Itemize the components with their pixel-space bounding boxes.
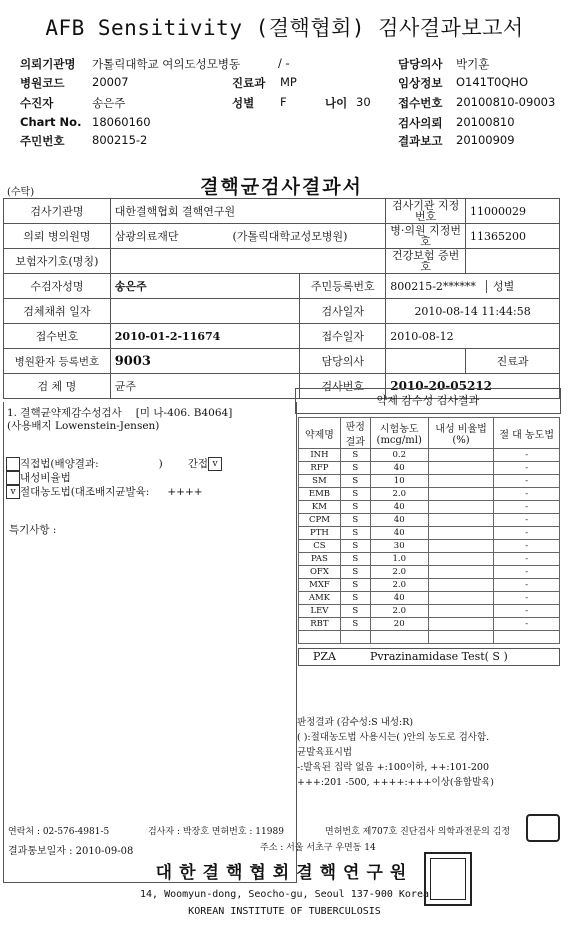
report-title: AFB Sensitivity (결핵협회) 검사결과보고서 <box>45 16 524 40</box>
department-value: MP <box>280 75 297 89</box>
drug-cell: - <box>494 501 560 514</box>
drug-cell: 20 <box>370 618 428 631</box>
drug-cell: CPM <box>299 514 341 527</box>
drug-row <box>299 566 560 579</box>
indirect-method: 간접 <box>187 458 209 470</box>
drug-cell: S <box>340 527 370 540</box>
legend-block <box>297 715 494 790</box>
drug-cell: S <box>340 501 370 514</box>
drug-cell <box>428 501 494 514</box>
seal-inner <box>430 858 466 900</box>
drug-cell: 30 <box>370 540 428 553</box>
absolute-growth: ++++ <box>167 486 203 498</box>
chart-no-label: Chart No. <box>20 115 82 129</box>
drug-cell: MXF <box>299 579 341 592</box>
drug-row <box>299 501 560 514</box>
approval-stamp <box>526 814 560 842</box>
drug-cell <box>428 449 494 462</box>
drug-cell: 2.0 <box>370 579 428 592</box>
drug-cell: S <box>340 579 370 592</box>
method-title-line <box>7 407 232 420</box>
direct-checkbox[interactable] <box>6 457 20 471</box>
drug-cell: - <box>494 592 560 605</box>
drug-cell <box>428 579 494 592</box>
drug-row <box>299 527 560 540</box>
drug-row <box>299 605 560 618</box>
resident-no-value: 800215-2 <box>92 133 148 147</box>
drug-cell: KM <box>299 501 341 514</box>
method-code: [미 나-406. B4064] <box>135 407 233 419</box>
age-label: 나이 <box>325 96 348 110</box>
drug-cell <box>340 631 370 644</box>
drug-cell: 40 <box>370 462 428 475</box>
drug-cell <box>428 566 494 579</box>
direct-close: ) <box>158 458 163 470</box>
drug-cell: S <box>340 605 370 618</box>
resistance-method: 내성비율법 <box>20 472 71 484</box>
drug-cell <box>428 592 494 605</box>
health-card-value <box>466 249 560 274</box>
rrn-cell <box>386 274 560 299</box>
drug-cell <box>428 475 494 488</box>
drug-cell: - <box>494 618 560 631</box>
clinical-info-value: O141T0QHO <box>456 75 529 89</box>
drug-cell: S <box>340 553 370 566</box>
test-no-value: 2010-20-05212 <box>386 374 560 399</box>
test-request-label: 검사의뢰 <box>398 116 443 130</box>
drug-cell: - <box>494 462 560 475</box>
receipt-label: 접수번호 <box>4 324 111 349</box>
test-date-label: 검사일자 <box>300 299 386 324</box>
drug-cell: 40 <box>370 527 428 540</box>
drug-cell: AMK <box>299 592 341 605</box>
drug-cell: 10 <box>370 475 428 488</box>
resistance-method-line <box>6 471 222 485</box>
drug-cell: EMB <box>299 488 341 501</box>
rrn-sex-label: 성별 <box>486 280 514 293</box>
receipt-no-value: 20100810-09003 <box>456 95 556 109</box>
resident-no-label: 주민번호 <box>20 134 65 148</box>
contact-text: 연락처 : 02-576-4981-5 <box>8 827 110 837</box>
drug-header-resistance: 내성 비율법(%) <box>428 418 494 449</box>
requesting-hosp-cell <box>110 224 385 249</box>
method-block <box>7 407 232 433</box>
direct-method-line <box>6 457 222 471</box>
doctor-label: 담당의사 <box>398 57 443 71</box>
drug-row <box>299 618 560 631</box>
requesting-hosp-extra: (가톨릭대학교성모병원) <box>232 230 348 243</box>
age-value: 30 <box>356 95 371 109</box>
drug-cell: RBT <box>299 618 341 631</box>
remarks-label: 특기사항 : <box>9 524 57 536</box>
rrn-label: 주민등록번호 <box>300 274 386 299</box>
sex-label: 성별 <box>232 96 255 110</box>
drug-row <box>299 592 560 605</box>
drug-table-header <box>299 418 560 449</box>
collect-date-label: 검체채취 일자 <box>4 299 111 324</box>
result-report-value: 20100909 <box>456 133 515 147</box>
method-title: 1. 결핵균약제감수성검사 <box>7 407 122 419</box>
legend-line-4: -:발육된 집락 없음 +:100이하, ++:101-200 <box>297 762 489 773</box>
drug-cell: S <box>340 540 370 553</box>
drug-cell <box>428 540 494 553</box>
receipt-value: 2010-01-2-11674 <box>110 324 300 349</box>
pza-value: Pvrazinamidase Test( S ) <box>370 650 508 663</box>
tester-text: 검사자 : 박장호 면허번호 : 11989 <box>148 827 284 837</box>
test-request-value: 20100810 <box>456 115 515 129</box>
inspector-value: 대한결핵협회 결핵연구원 <box>110 199 385 224</box>
hosp-reg-value: 9003 <box>110 349 300 374</box>
info-table <box>3 198 560 399</box>
rrn-value: 800215-2****** <box>390 280 476 293</box>
address-kr: 주소 : 서울 서초구 우면동 14 <box>260 843 376 853</box>
specimen-value: 균주 <box>110 374 300 399</box>
department-label: 진료과 <box>232 76 266 90</box>
legend-line-5: +++:201 -500, ++++:+++이상(융합발육) <box>297 777 495 788</box>
drug-cell: - <box>494 605 560 618</box>
inspector-label: 검사기관명 <box>4 199 111 224</box>
drug-cell: SM <box>299 475 341 488</box>
hospital-code-value: 20007 <box>92 75 129 89</box>
drug-cell: 40 <box>370 592 428 605</box>
insured-label: 보험자기호(명칭) <box>4 249 111 274</box>
test-no-label: 검사번호 <box>300 374 386 399</box>
doctor-sheet-label: 담당의사 <box>300 349 386 374</box>
designation-label: 검사기관 지정번호 <box>386 199 466 224</box>
official-seal <box>424 852 472 906</box>
drug-cell: S <box>340 514 370 527</box>
doctor-value: 박기훈 <box>456 57 490 71</box>
requesting-institution-label: 의뢰기관명 <box>20 57 76 71</box>
patient-name-value: 송은주 <box>110 274 300 299</box>
drug-cell <box>428 605 494 618</box>
legend-line-1: 판정결과 (감수성:S 내성:R) <box>297 717 414 728</box>
drug-cell: 40 <box>370 514 428 527</box>
result-report-label: 결과보고 <box>398 134 443 148</box>
drug-cell: - <box>494 579 560 592</box>
hosp-designation-value: 11365200 <box>466 224 560 249</box>
absolute-checkbox[interactable]: v <box>6 485 20 499</box>
requesting-hosp-value: 삼광의료재단 <box>114 230 179 243</box>
sheet-title: 결핵균검사결과서 <box>200 176 363 198</box>
drug-cell: - <box>494 566 560 579</box>
drug-cell: INH <box>299 449 341 462</box>
pza-row <box>298 648 560 666</box>
indirect-checkbox[interactable]: v <box>208 457 222 471</box>
patient-name-label: 수검자성명 <box>4 274 111 299</box>
patient-label: 수진자 <box>20 96 54 110</box>
drug-header-absolute: 절 대 농도법 <box>494 418 560 449</box>
slash-value: / - <box>278 56 290 70</box>
hosp-reg-label: 병원환자 등록번호 <box>4 349 111 374</box>
drug-cell <box>428 488 494 501</box>
drug-cell: S <box>340 488 370 501</box>
result-sheet <box>3 170 563 820</box>
drug-cell: CS <box>299 540 341 553</box>
address-en: 14, Woomyun-dong, Seocho-gu, Seoul 137-900 Korea <box>140 889 429 900</box>
drug-row <box>299 553 560 566</box>
org-name-en: KOREAN INSTITUTE OF TUBERCULOSIS <box>188 906 381 917</box>
pza-label: PZA <box>313 650 336 663</box>
drug-cell: - <box>494 527 560 540</box>
drug-row <box>299 514 560 527</box>
method-options <box>6 457 222 499</box>
doctor-sheet-value <box>386 349 466 374</box>
license-text: 면허번호 제707호 진단검사 의학과전문의 김정 <box>325 827 511 837</box>
drug-cell: - <box>494 540 560 553</box>
consignment-note: (수탁) <box>7 187 35 198</box>
drug-cell: 2.0 <box>370 488 428 501</box>
drug-cell: S <box>340 618 370 631</box>
drug-cell <box>428 514 494 527</box>
notify-date: 결과통보일자 : 2010-09-08 <box>8 846 134 857</box>
drug-cell: 0.2 <box>370 449 428 462</box>
drug-cell: - <box>494 475 560 488</box>
hospital-code-label: 병원코드 <box>20 76 65 90</box>
patient-value: 송은주 <box>92 96 126 110</box>
receipt-date-value: 2010-08-12 <box>386 324 560 349</box>
drug-cell: S <box>340 592 370 605</box>
requesting-institution-value: 가톨릭대학교 여의도성모병동 <box>92 57 241 71</box>
drug-cell: 2.0 <box>370 566 428 579</box>
drug-cell <box>428 527 494 540</box>
drug-row <box>299 540 560 553</box>
sex-value: F <box>280 95 287 109</box>
drug-cell <box>428 553 494 566</box>
drug-cell: - <box>494 449 560 462</box>
drug-row <box>299 449 560 462</box>
absolute-method-line <box>6 485 222 499</box>
drug-cell: 1.0 <box>370 553 428 566</box>
drug-header-result: 판정 결과 <box>340 418 370 449</box>
drug-row <box>299 462 560 475</box>
resistance-checkbox[interactable] <box>6 471 20 485</box>
method-medium: (사용배지 Lowenstein-Jensen) <box>7 420 160 432</box>
drug-cell: S <box>340 462 370 475</box>
legend-line-3: 균발육표시법 <box>297 747 353 758</box>
drug-cell: - <box>494 553 560 566</box>
drug-row <box>299 488 560 501</box>
drug-header-concentration: 시험농도 (mcg/ml) <box>370 418 428 449</box>
drug-row <box>299 631 560 644</box>
drug-cell <box>428 462 494 475</box>
test-date-value: 2010-08-14 11:44:58 <box>386 299 560 324</box>
drug-cell: - <box>494 514 560 527</box>
drug-cell <box>494 631 560 644</box>
drug-cell: - <box>494 488 560 501</box>
insured-value <box>110 249 385 274</box>
chart-no-value: 18060160 <box>92 115 151 129</box>
absolute-method: 절대농도법(대조배지균발육: <box>20 486 150 498</box>
drug-header-name: 약제명 <box>299 418 341 449</box>
drug-cell: PAS <box>299 553 341 566</box>
drug-cell <box>370 631 428 644</box>
drug-row <box>299 579 560 592</box>
direct-method: 직접법(배양결과: <box>20 458 99 470</box>
drug-cell: S <box>340 449 370 462</box>
drug-cell <box>428 631 494 644</box>
collect-date-value <box>110 299 300 324</box>
designation-value: 11000029 <box>466 199 560 224</box>
drug-cell <box>428 618 494 631</box>
drug-cell: S <box>340 475 370 488</box>
drug-cell: LEV <box>299 605 341 618</box>
drug-row <box>299 475 560 488</box>
drug-cell: 40 <box>370 501 428 514</box>
specimen-label: 검 체 명 <box>4 374 111 399</box>
legend-line-2: ( ):절대농도법 사용시는( )안의 농도로 검사함. <box>297 732 490 743</box>
drug-table <box>298 417 560 644</box>
drug-cell: S <box>340 566 370 579</box>
receipt-date-label: 접수일자 <box>300 324 386 349</box>
hosp-designation-label: 병·의원 지정번호 <box>386 224 466 249</box>
drug-cell <box>299 631 341 644</box>
org-name-kr: 대한결핵협회결핵연구원 <box>155 863 414 883</box>
drug-cell: PTH <box>299 527 341 540</box>
health-card-label: 건강보험 증번호 <box>386 249 466 274</box>
drug-cell: OFX <box>299 566 341 579</box>
drug-cell: 2.0 <box>370 605 428 618</box>
dept-sheet-label: 진료과 <box>466 349 560 374</box>
drug-cell: RFP <box>299 462 341 475</box>
drug-table-title: 약제 감수성 검사결과 <box>295 388 561 414</box>
clinical-info-label: 임상정보 <box>398 76 443 90</box>
requesting-hosp-label: 의뢰 병의원명 <box>4 224 111 249</box>
receipt-no-label: 접수번호 <box>398 96 443 110</box>
